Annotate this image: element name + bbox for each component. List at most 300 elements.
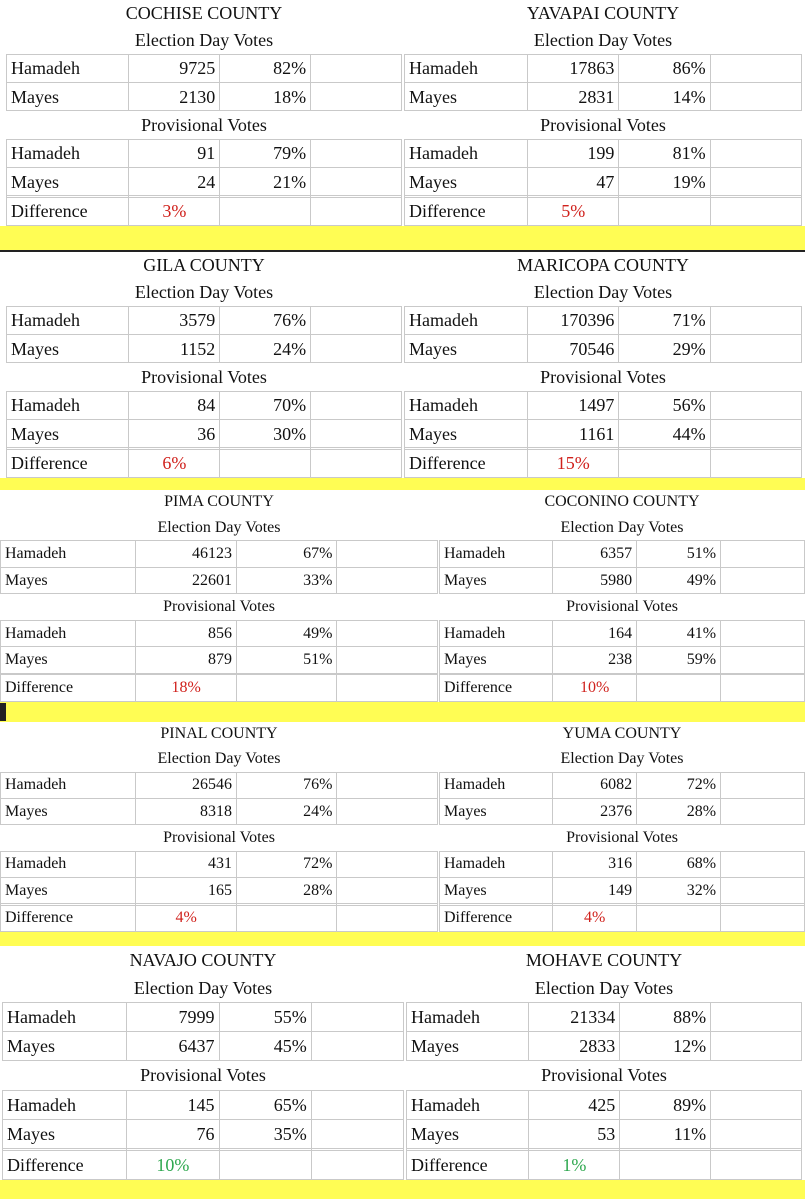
county-table — [404, 252, 802, 478]
results-table — [0, 722, 438, 932]
vote-count: 2376 — [553, 799, 637, 825]
candidate-name: Mayes — [405, 167, 528, 195]
vote-count: 47 — [528, 167, 619, 195]
vote-percent: 89% — [620, 1090, 711, 1119]
difference-row — [7, 197, 402, 225]
section-heading-election-day: Election Day Votes — [534, 977, 674, 998]
candidate-row — [1, 851, 438, 877]
vote-count: 165 — [136, 877, 237, 903]
blank-cell — [711, 1119, 802, 1148]
difference-label: Difference — [1, 905, 136, 931]
blank-cell — [637, 675, 721, 702]
county-title: COCHISE COUNTY — [125, 3, 283, 24]
blank-cell — [337, 647, 438, 674]
vote-count: 5980 — [553, 567, 637, 594]
blank-cell — [710, 391, 801, 419]
vote-percent: 76% — [220, 306, 311, 334]
candidate-row — [405, 419, 802, 447]
blank-cell — [619, 197, 710, 225]
county-table — [0, 490, 438, 702]
blank-cell — [710, 139, 801, 167]
vote-count: 9725 — [129, 54, 220, 82]
blank-cell — [711, 1002, 802, 1031]
difference-value: 5% — [528, 197, 619, 225]
candidate-name: Hamadeh — [440, 772, 553, 798]
vote-count: 856 — [136, 620, 237, 647]
candidate-name: Hamadeh — [1, 772, 136, 798]
section-heading-provisional: Provisional Votes — [141, 114, 267, 135]
blank-cell — [311, 197, 402, 225]
candidate-name: Mayes — [440, 647, 553, 674]
candidate-name: Mayes — [7, 167, 129, 195]
candidate-row — [440, 647, 805, 674]
vote-count: 3579 — [129, 306, 220, 334]
blank-cell — [236, 675, 337, 702]
county-title: YUMA COUNTY — [562, 725, 682, 743]
divider — [0, 703, 6, 721]
section-heading-provisional: Provisional Votes — [566, 598, 678, 616]
county-row-2 — [0, 252, 805, 478]
county-table — [6, 252, 402, 478]
difference-label: Difference — [1, 675, 136, 702]
results-table — [2, 946, 404, 1180]
difference-row — [440, 905, 805, 931]
county-table — [406, 946, 802, 1180]
difference-label: Difference — [440, 675, 553, 702]
blank-cell — [710, 335, 801, 363]
blank-cell — [337, 620, 438, 647]
candidate-name: Mayes — [3, 1119, 127, 1148]
section-heading-provisional: Provisional Votes — [540, 366, 666, 387]
blank-cell — [337, 541, 438, 568]
vote-percent: 49% — [637, 567, 721, 594]
vote-percent: 44% — [619, 419, 710, 447]
candidate-row — [1, 877, 438, 903]
county-title: MARICOPA COUNTY — [517, 255, 689, 276]
vote-count: 26546 — [136, 772, 237, 798]
vote-percent: 11% — [620, 1119, 711, 1148]
vote-percent: 70% — [220, 391, 311, 419]
vote-count: 1497 — [528, 391, 619, 419]
blank-cell — [311, 306, 402, 334]
candidate-name: Hamadeh — [3, 1090, 127, 1119]
blank-cell — [637, 905, 721, 931]
candidate-row — [7, 306, 402, 334]
blank-cell — [721, 675, 805, 702]
difference-value: 18% — [136, 675, 237, 702]
vote-count: 145 — [127, 1090, 219, 1119]
blank-cell — [337, 567, 438, 594]
vote-percent: 72% — [236, 851, 337, 877]
candidate-name: Hamadeh — [7, 139, 129, 167]
candidate-row — [1, 541, 438, 568]
candidate-name: Mayes — [440, 877, 553, 903]
candidate-row — [440, 541, 805, 568]
candidate-row — [1, 647, 438, 674]
vote-percent: 65% — [219, 1090, 311, 1119]
results-table — [404, 0, 802, 226]
difference-row — [1, 675, 438, 702]
candidate-row — [7, 83, 402, 111]
vote-percent: 21% — [220, 167, 311, 195]
blank-cell — [721, 647, 805, 674]
vote-count: 6437 — [127, 1032, 219, 1061]
section-heading-election-day: Election Day Votes — [157, 750, 281, 768]
blank-cell — [337, 851, 438, 877]
blank-cell — [710, 449, 801, 477]
difference-row — [3, 1150, 404, 1179]
candidate-name: Mayes — [407, 1119, 529, 1148]
vote-percent: 55% — [219, 1002, 311, 1031]
blank-cell — [721, 905, 805, 931]
candidate-name: Mayes — [1, 647, 136, 674]
vote-count: 2831 — [528, 83, 619, 111]
difference-row — [440, 675, 805, 702]
vote-count: 21334 — [529, 1002, 620, 1031]
candidate-name: Mayes — [7, 335, 129, 363]
candidate-name: Mayes — [405, 335, 528, 363]
candidate-name: Hamadeh — [407, 1002, 529, 1031]
vote-percent: 51% — [236, 647, 337, 674]
difference-label: Difference — [440, 905, 553, 931]
blank-cell — [721, 851, 805, 877]
candidate-row — [7, 419, 402, 447]
difference-value: 10% — [553, 675, 637, 702]
section-heading-election-day: Election Day Votes — [533, 30, 673, 51]
vote-percent: 79% — [220, 139, 311, 167]
vote-percent: 86% — [619, 54, 710, 82]
section-heading-provisional: Provisional Votes — [140, 1065, 266, 1086]
candidate-name: Mayes — [440, 799, 553, 825]
vote-percent: 29% — [619, 335, 710, 363]
vote-percent: 30% — [220, 419, 311, 447]
candidate-row — [405, 391, 802, 419]
candidate-row — [440, 851, 805, 877]
candidate-name: Hamadeh — [1, 541, 136, 568]
candidate-name: Hamadeh — [405, 306, 528, 334]
candidate-name: Mayes — [1, 799, 136, 825]
blank-cell — [337, 905, 438, 931]
results-table — [6, 252, 402, 478]
vote-percent: 71% — [619, 306, 710, 334]
vote-percent: 14% — [619, 83, 710, 111]
vote-count: 76 — [127, 1119, 219, 1148]
county-title: PINAL COUNTY — [160, 725, 278, 743]
candidate-row — [405, 167, 802, 195]
difference-value: 3% — [129, 197, 220, 225]
candidate-name: Hamadeh — [440, 851, 553, 877]
blank-cell — [721, 620, 805, 647]
blank-cell — [710, 197, 801, 225]
difference-label: Difference — [405, 197, 528, 225]
vote-count: 199 — [528, 139, 619, 167]
vote-count: 2130 — [129, 83, 220, 111]
candidate-row — [7, 139, 402, 167]
difference-value: 6% — [129, 449, 220, 477]
vote-percent: 51% — [637, 541, 721, 568]
vote-percent: 56% — [619, 391, 710, 419]
candidate-row — [1, 799, 438, 825]
candidate-row — [405, 335, 802, 363]
vote-count: 84 — [129, 391, 220, 419]
candidate-name: Mayes — [405, 419, 528, 447]
blank-cell — [710, 167, 801, 195]
candidate-row — [440, 567, 805, 594]
candidate-row — [440, 877, 805, 903]
candidate-row — [3, 1002, 404, 1031]
blank-cell — [620, 1150, 711, 1179]
difference-label: Difference — [3, 1150, 127, 1179]
candidate-row — [405, 83, 802, 111]
section-heading-provisional: Provisional Votes — [540, 114, 666, 135]
candidate-name: Hamadeh — [1, 851, 136, 877]
vote-percent: 81% — [619, 139, 710, 167]
difference-label: Difference — [405, 449, 528, 477]
vote-count: 316 — [553, 851, 637, 877]
county-row-5 — [0, 946, 805, 1180]
blank-cell — [311, 83, 402, 111]
results-table — [439, 722, 805, 932]
vote-percent: 28% — [236, 877, 337, 903]
blank-cell — [721, 567, 805, 594]
vote-percent: 68% — [637, 851, 721, 877]
candidate-row — [405, 306, 802, 334]
vote-percent: 45% — [219, 1032, 311, 1061]
vote-count: 879 — [136, 647, 237, 674]
county-row-3 — [0, 490, 805, 702]
county-table — [439, 722, 805, 932]
candidate-name: Hamadeh — [407, 1090, 529, 1119]
candidate-row — [3, 1032, 404, 1061]
county-title: YAVAPAI COUNTY — [526, 3, 680, 24]
vote-count: 7999 — [127, 1002, 219, 1031]
candidate-row — [407, 1032, 802, 1061]
blank-cell — [337, 799, 438, 825]
county-table — [6, 0, 402, 226]
candidate-row — [407, 1002, 802, 1031]
difference-value: 15% — [528, 449, 619, 477]
vote-count: 24 — [129, 167, 220, 195]
county-title: COCONINO COUNTY — [544, 493, 700, 511]
vote-count: 1152 — [129, 335, 220, 363]
vote-count: 6082 — [553, 772, 637, 798]
vote-percent: 24% — [236, 799, 337, 825]
blank-cell — [711, 1090, 802, 1119]
blank-cell — [721, 799, 805, 825]
vote-count: 149 — [553, 877, 637, 903]
blank-cell — [710, 419, 801, 447]
section-heading-provisional: Provisional Votes — [541, 1065, 667, 1086]
candidate-name: Hamadeh — [7, 54, 129, 82]
county-row-1 — [0, 0, 805, 226]
section-heading-provisional: Provisional Votes — [566, 828, 678, 846]
county-title: GILA COUNTY — [143, 255, 265, 276]
vote-percent: 18% — [220, 83, 311, 111]
blank-cell — [721, 772, 805, 798]
vote-count: 431 — [136, 851, 237, 877]
vote-count: 22601 — [136, 567, 237, 594]
candidate-name: Mayes — [405, 83, 528, 111]
vote-count: 46123 — [136, 541, 237, 568]
blank-cell — [711, 1150, 802, 1179]
blank-cell — [311, 449, 402, 477]
blank-cell — [311, 1119, 403, 1148]
vote-percent: 24% — [220, 335, 311, 363]
candidate-row — [440, 772, 805, 798]
blank-cell — [220, 449, 311, 477]
section-heading-provisional: Provisional Votes — [163, 598, 275, 616]
vote-count: 164 — [553, 620, 637, 647]
vote-percent: 67% — [236, 541, 337, 568]
vote-percent: 41% — [637, 620, 721, 647]
vote-count: 53 — [529, 1119, 620, 1148]
candidate-row — [405, 54, 802, 82]
blank-cell — [710, 54, 801, 82]
vote-count: 425 — [529, 1090, 620, 1119]
blank-cell — [236, 905, 337, 931]
results-table — [0, 490, 438, 702]
vote-percent: 59% — [637, 647, 721, 674]
vote-count: 8318 — [136, 799, 237, 825]
candidate-row — [407, 1119, 802, 1148]
blank-cell — [311, 1090, 403, 1119]
county-table — [0, 722, 438, 932]
candidate-row — [405, 139, 802, 167]
blank-cell — [311, 167, 402, 195]
section-heading-election-day: Election Day Votes — [560, 518, 684, 536]
county-table — [439, 490, 805, 702]
candidate-name: Mayes — [7, 83, 129, 111]
blank-cell — [219, 1150, 311, 1179]
vote-count: 2833 — [529, 1032, 620, 1061]
section-heading-provisional: Provisional Votes — [141, 366, 267, 387]
vote-percent: 35% — [219, 1119, 311, 1148]
candidate-name: Hamadeh — [7, 306, 129, 334]
difference-label: Difference — [7, 197, 129, 225]
county-table — [2, 946, 404, 1180]
candidate-name: Hamadeh — [440, 541, 553, 568]
candidate-name: Mayes — [407, 1032, 529, 1061]
vote-count: 17863 — [528, 54, 619, 82]
candidate-name: Mayes — [1, 877, 136, 903]
candidate-name: Mayes — [7, 419, 129, 447]
section-heading-election-day: Election Day Votes — [133, 977, 273, 998]
candidate-row — [440, 620, 805, 647]
candidate-row — [3, 1090, 404, 1119]
difference-value: 4% — [136, 905, 237, 931]
difference-row — [407, 1150, 802, 1179]
candidate-row — [3, 1119, 404, 1148]
candidate-row — [7, 335, 402, 363]
blank-cell — [711, 1032, 802, 1061]
section-heading-provisional: Provisional Votes — [163, 828, 275, 846]
section-heading-election-day: Election Day Votes — [134, 30, 274, 51]
vote-count: 6357 — [553, 541, 637, 568]
candidate-row — [407, 1090, 802, 1119]
blank-cell — [311, 1002, 403, 1031]
vote-count: 91 — [129, 139, 220, 167]
vote-percent: 19% — [619, 167, 710, 195]
vote-percent: 76% — [236, 772, 337, 798]
difference-row — [405, 449, 802, 477]
blank-cell — [337, 675, 438, 702]
section-heading-election-day: Election Day Votes — [134, 282, 274, 303]
vote-percent: 12% — [620, 1032, 711, 1061]
blank-cell — [311, 139, 402, 167]
difference-row — [405, 197, 802, 225]
vote-percent: 49% — [236, 620, 337, 647]
candidate-name: Hamadeh — [405, 391, 528, 419]
county-title: MOHAVE COUNTY — [525, 949, 683, 970]
difference-value: 1% — [529, 1150, 620, 1179]
candidate-name: Mayes — [3, 1032, 127, 1061]
candidate-name: Hamadeh — [405, 54, 528, 82]
blank-cell — [619, 449, 710, 477]
vote-count: 238 — [553, 647, 637, 674]
candidate-row — [7, 167, 402, 195]
candidate-row — [1, 620, 438, 647]
blank-cell — [311, 1150, 403, 1179]
blank-cell — [710, 306, 801, 334]
difference-label: Difference — [407, 1150, 529, 1179]
results-table — [406, 946, 802, 1180]
section-heading-election-day: Election Day Votes — [157, 518, 281, 536]
difference-row — [1, 905, 438, 931]
candidate-row — [440, 799, 805, 825]
candidate-name: Mayes — [440, 567, 553, 594]
results-table — [439, 490, 805, 702]
candidate-name: Mayes — [1, 567, 136, 594]
vote-count: 1161 — [528, 419, 619, 447]
vote-count: 70546 — [528, 335, 619, 363]
candidate-row — [1, 772, 438, 798]
section-heading-election-day: Election Day Votes — [533, 282, 673, 303]
difference-label: Difference — [7, 449, 129, 477]
blank-cell — [337, 877, 438, 903]
blank-cell — [721, 877, 805, 903]
blank-cell — [710, 83, 801, 111]
candidate-row — [7, 391, 402, 419]
blank-cell — [220, 197, 311, 225]
candidate-row — [7, 54, 402, 82]
vote-percent: 28% — [637, 799, 721, 825]
difference-row — [7, 449, 402, 477]
section-heading-election-day: Election Day Votes — [560, 750, 684, 768]
county-title: PIMA COUNTY — [164, 493, 274, 511]
results-table — [404, 252, 802, 478]
candidate-name: Hamadeh — [440, 620, 553, 647]
blank-cell — [311, 419, 402, 447]
vote-percent: 82% — [220, 54, 311, 82]
blank-cell — [311, 54, 402, 82]
results-table — [6, 0, 402, 226]
candidate-name: Hamadeh — [3, 1002, 127, 1031]
vote-percent: 88% — [620, 1002, 711, 1031]
county-title: NAVAJO COUNTY — [129, 949, 277, 970]
candidate-row — [1, 567, 438, 594]
vote-percent: 72% — [637, 772, 721, 798]
county-row-4 — [0, 722, 805, 932]
difference-value: 4% — [553, 905, 637, 931]
difference-value: 10% — [127, 1150, 219, 1179]
vote-count: 170396 — [528, 306, 619, 334]
county-table — [404, 0, 802, 226]
blank-cell — [337, 772, 438, 798]
candidate-name: Hamadeh — [1, 620, 136, 647]
vote-percent: 32% — [637, 877, 721, 903]
vote-count: 36 — [129, 419, 220, 447]
blank-cell — [311, 335, 402, 363]
